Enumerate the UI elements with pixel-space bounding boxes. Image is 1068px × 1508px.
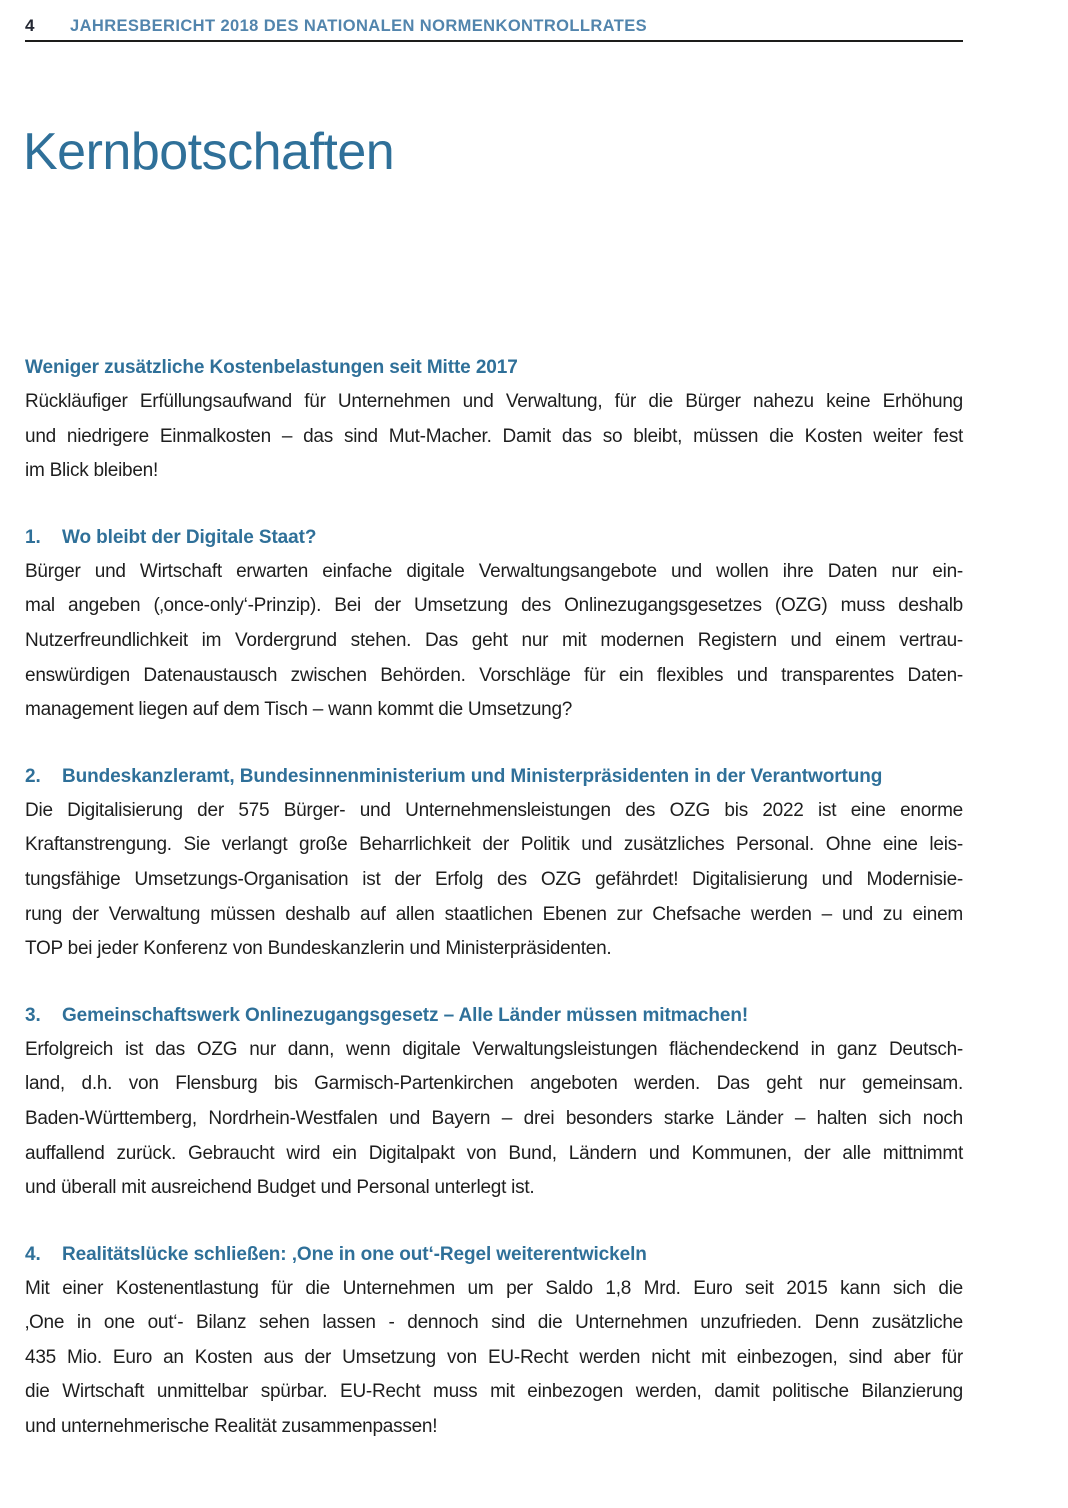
intro-section — [25, 350, 963, 489]
text-line: im Blick bleiben! — [25, 460, 159, 482]
section-2 — [25, 759, 963, 967]
section-1-heading — [25, 520, 963, 555]
text-line: enswürdigen Datenaustausch zwischen Behörden. Vorschläge für ein flexibles und transparentes Daten- — [25, 664, 963, 686]
section-3 — [25, 998, 963, 1206]
section-4-paragraph — [25, 1272, 963, 1445]
section-4-number: 4. — [25, 1243, 41, 1265]
text-line: TOP bei jeder Konferenz von Bundeskanzlerin und Ministerpräsidenten. — [25, 938, 612, 960]
intro-paragraph — [25, 385, 963, 489]
header-rule — [25, 40, 963, 42]
text-line: rung der Verwaltung müssen deshalb auf allen staatlichen Ebenen zur Chefsache werden – und zu einem — [25, 903, 963, 925]
text-line: Die Digitalisierung der 575 Bürger- und Unternehmensleistungen des OZG bis 2022 ist eine enorme — [25, 799, 963, 821]
section-1-number: 1. — [25, 526, 41, 548]
text-line: und niedrigere Einmalkosten – das sind Mut-Macher. Damit das so bleibt, müssen die Kosten weiter fest — [25, 425, 963, 447]
text-line: Erfolgreich ist das OZG nur dann, wenn digitale Verwaltungsleistungen flächendeckend in ganz Deutsch- — [25, 1038, 963, 1060]
section-4-heading — [25, 1237, 963, 1272]
section-2-heading — [25, 759, 963, 794]
text-line: 435 Mio. Euro an Kosten aus der Umsetzung von EU-Recht werden nicht mit einbezogen, sind aber für — [25, 1346, 963, 1368]
page-number: 4 — [25, 16, 35, 35]
text-line: management liegen auf dem Tisch – wann kommt die Umsetzung? — [25, 699, 573, 721]
text-line: land, d.h. von Flensburg bis Garmisch-Partenkirchen angeboten werden. Das geht nur gemeinsam. — [25, 1073, 963, 1095]
section-4-heading-text: Realitätslücke schließen: ‚One in one out‘-Regel weiterentwickeln — [62, 1243, 647, 1265]
text-line: Baden-Württemberg, Nordrhein-Westfalen und Bayern – drei besonders starke Länder – halten sich noch — [25, 1107, 963, 1129]
section-3-paragraph — [25, 1033, 963, 1206]
running-header-title: JAHRESBERICHT 2018 DES NATIONALEN NORMENKONTROLLRATES — [70, 17, 648, 35]
section-1-paragraph — [25, 555, 963, 728]
page-content — [25, 16, 963, 1445]
section-2-heading-text: Bundeskanzleramt, Bundesinnenministerium und Ministerpräsidenten in der Verantwortung — [62, 765, 883, 787]
text-line: Kraftanstrengung. Sie verlangt große Beharrlichkeit der Politik und zusätzliches Personal. Ohne eine leis- — [25, 834, 963, 856]
section-4 — [25, 1237, 963, 1445]
intro-heading — [25, 350, 963, 385]
text-line: Rückläufiger Erfüllungsaufwand für Unternehmen und Verwaltung, für die Bürger nahezu keine Erhöhung — [25, 391, 963, 412]
intro-heading-text: Weniger zusätzliche Kostenbelastungen seit Mitte 2017 — [25, 357, 518, 378]
section-3-heading-text: Gemeinschaftswerk Onlinezugangsgesetz – Alle Länder müssen mitmachen! — [62, 1004, 749, 1026]
page-title: Kernbotschaften — [23, 123, 395, 181]
text-line: auffallend zurück. Gebraucht wird ein Digitalpakt von Bund, Ländern und Kommunen, der alle mittnimmt — [25, 1142, 963, 1164]
text-line: Nutzerfreundlichkeit im Vordergrund stehen. Das geht nur mit modernen Registern und einem vertrau- — [25, 629, 963, 651]
section-3-heading — [25, 998, 963, 1033]
text-line: die Wirtschaft unmittelbar spürbar. EU-Recht muss mit einbezogen werden, damit politische Bilanzierung — [25, 1381, 963, 1403]
section-2-number: 2. — [25, 765, 41, 787]
text-line: Bürger und Wirtschaft erwarten einfache digitale Verwaltungsangebote und wollen ihre Daten nur ein- — [25, 560, 963, 582]
section-3-number: 3. — [25, 1004, 41, 1026]
text-line: und unternehmerische Realität zusammenpassen! — [25, 1416, 438, 1438]
section-2-paragraph — [25, 794, 963, 967]
section-1-heading-text: Wo bleibt der Digitale Staat? — [62, 526, 317, 548]
text-line: Mit einer Kostenentlastung für die Unternehmen um per Saldo 1,8 Mrd. Euro seit 2015 kann sich die — [25, 1277, 963, 1299]
text-line: ‚One in one out‘- Bilanz sehen lassen - dennoch sind die Unternehmen unzufrieden. Denn zusätzliche — [25, 1312, 963, 1334]
running-header — [25, 16, 963, 36]
text-line: und überall mit ausreichend Budget und Personal unterlegt ist. — [25, 1177, 535, 1199]
text-line: tungsfähige Umsetzungs-Organisation ist der Erfolg des OZG gefährdet! Digitalisierung und Modernisie- — [25, 868, 963, 890]
text-line: mal angeben (‚once-only‘-Prinzip). Bei der Umsetzung des Onlinezugangsgesetzes (OZG) muss deshalb — [25, 595, 963, 617]
section-1 — [25, 520, 963, 728]
